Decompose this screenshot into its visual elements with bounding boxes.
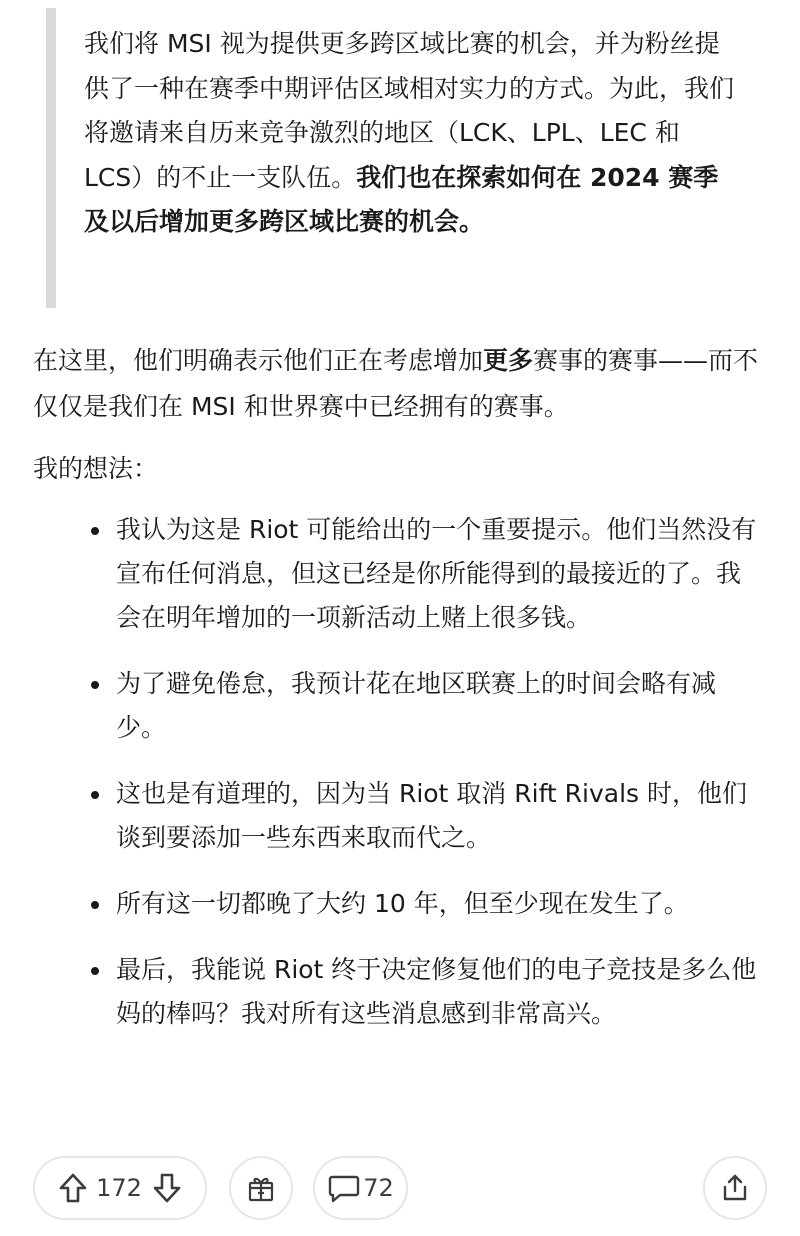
list-item — [0, 948, 800, 1036]
list-item-text: 所有这一切都晚了大约 10 年，但至少现在发生了。 — [116, 889, 689, 918]
vote-count: 172 — [96, 1174, 142, 1202]
quote-text-bold: 我们也在探索如何在 2024 赛季及以后增加更多跨区域比赛的机会。 — [84, 162, 719, 236]
award-button[interactable] — [229, 1156, 293, 1220]
bullet-dot — [91, 527, 99, 535]
bullet-dot — [91, 791, 99, 799]
bullet-dot — [91, 681, 99, 689]
bullet-dot — [91, 967, 99, 975]
paragraph-my-thoughts: 我的想法： — [33, 454, 159, 483]
list-item-text: 这也是有道理的，因为当 Riot 取消 Rift Rivals 时，他们谈到要添加一些东西来取而代之。 — [116, 779, 748, 852]
para1-bold: 更多 — [483, 346, 534, 375]
para1-after: 赛事的赛事——而不仅仅是我们在 MSI 和世界赛中已经拥有的赛事。 — [33, 346, 759, 421]
para1-before: 在这里，他们明确表示他们正在考虑增加 — [33, 346, 484, 375]
vote-control — [33, 1156, 207, 1220]
post-action-bar — [0, 1156, 800, 1222]
comment-bubble-icon — [327, 1173, 361, 1203]
list-item-text: 为了避免倦怠，我预计花在地区联赛上的时间会略有减少。 — [116, 669, 717, 742]
quote-text-plain: 我们将 MSI 视为提供更多跨区域比赛的机会，并为粉丝提供了一种在赛季中期评估区域相对实力的方式。为此，我们将邀请来自历来竞争激烈的地区（LCK、LPL、LEC 和 LCS）的不止一支队伍。 — [84, 29, 735, 192]
list-item-text: 最后，我能说 Riot 终于决定修复他们的电子竞技是多么他妈的棒吗？我对所有这些消息感到非常高兴。 — [116, 955, 757, 1028]
quote-text — [84, 22, 736, 245]
paragraph-explanation — [33, 338, 773, 430]
share-icon — [721, 1173, 749, 1203]
list-item — [0, 772, 800, 860]
list-item — [0, 882, 800, 926]
list-item — [0, 508, 800, 640]
list-item-text: 我认为这是 Riot 可能给出的一个重要提示。他们当然没有宣布任何消息，但这已经是你所能得到的最接近的了。我会在明年增加的一项新活动上赌上很多钱。 — [116, 515, 757, 632]
gift-award-icon — [246, 1173, 276, 1203]
share-button[interactable] — [703, 1156, 767, 1220]
blockquote — [46, 8, 736, 308]
thoughts-list — [0, 508, 800, 1058]
comments-button[interactable] — [313, 1156, 408, 1220]
list-item — [0, 662, 800, 750]
bullet-dot — [91, 901, 99, 909]
downvote-arrow-icon[interactable] — [152, 1172, 182, 1204]
comment-count: 72 — [363, 1174, 394, 1202]
upvote-arrow-icon[interactable] — [58, 1172, 88, 1204]
